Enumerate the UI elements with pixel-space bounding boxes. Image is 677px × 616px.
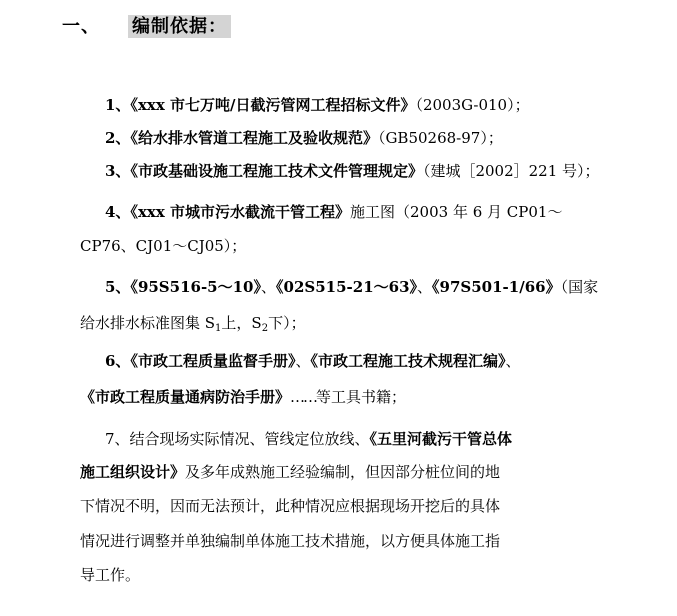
text-run: 下情况不明，因而无法预计，此种情况应根据现场开挖后的具体 [80,497,501,515]
item-6-line-2 [80,387,406,407]
text-run: 《xxx 市城市污水截流干管工程》 [130,203,350,221]
subscript: 2 [261,323,269,334]
item-3-line-1 [105,161,600,181]
text-run: （建城［2002］221 号）； [422,162,600,180]
item-4-line-1 [105,202,562,222]
text-run: 《市政基础设施工程施工技术文件管理规定》 [130,162,423,180]
text-run: 等工具书籍； [316,388,407,406]
text-run: …… [290,388,317,406]
text-run: 、 [261,278,277,296]
text-run: 《97S501-1/66》 [432,278,561,296]
item-7-line-1 [105,429,512,449]
item-5-line-2 [80,313,306,339]
text-run: 上，S [221,314,262,332]
text-run: 施工图（2003 年 6 月 CP01～ [350,203,563,221]
text-run: （2003G-010）； [415,96,530,114]
text-run: 导工作。 [80,566,141,584]
text-run: 施工组织设计》 [80,463,186,481]
item-7-line-2 [80,462,500,482]
text-run: 《95S516-5～10》 [130,278,261,296]
text-run: 《xxx 市七万吨/日截污管网工程招标文件》 [130,96,416,114]
text-run: 下）； [268,314,306,332]
section-title: 编制依据： [128,15,231,38]
subscript: 1 [215,323,222,334]
section-heading [62,12,231,38]
item-2-line-1 [105,128,503,148]
text-run: 、 [417,278,433,296]
text-run: 《市政工程质量监督手册》 [130,352,296,370]
text-run: 7、结合现场实际情况、管线定位放线、 [105,430,370,448]
text-run: 6、 [105,352,131,370]
item-5-line-1 [105,277,598,297]
section-number: 一、 [62,16,100,37]
text-run: 《给水排水管道工程施工及验收规范》 [130,129,378,147]
text-run: 2、 [105,129,131,147]
text-run: （GB50268-97）； [377,129,503,147]
text-run: 《市政工程施工技术规程汇编》 [310,352,506,370]
text-run: 、 [295,352,311,370]
text-run: 1、 [105,96,131,114]
text-run: 《市政工程质量通病防治手册》 [80,388,291,406]
item-6-line-1 [105,351,521,371]
text-run: CP76、CJ01～CJ05）； [80,237,247,255]
text-run: 4、 [105,203,131,221]
item-1-line-1 [105,95,530,115]
text-run: 3、 [105,162,131,180]
text-run: （国家 [560,278,599,296]
text-run: 《五里河截污干管总体 [369,430,513,448]
item-4-line-2 [80,236,246,256]
text-run: 《02S515-21～63》 [276,278,418,296]
item-7-line-3 [80,496,500,516]
text-run: 、 [505,352,521,370]
item-7-line-4 [80,531,500,551]
text-run: 情况进行调整并单独编制单体施工技术措施，以方便具体施工指 [80,532,501,550]
item-7-line-5 [80,565,140,585]
text-run: 及多年成熟施工经验编制，但因部分桩位间的地 [185,463,501,481]
text-run: 给水排水标准图集 S [80,314,216,332]
text-run: 5、 [105,278,131,296]
